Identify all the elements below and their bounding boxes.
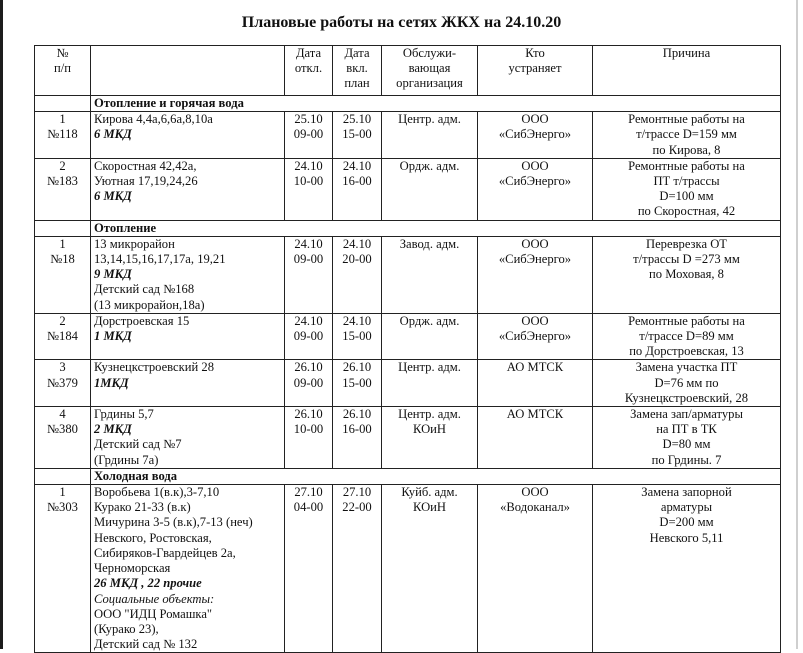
row-index: 1 [59,236,66,251]
reason-line: по Кирова, 8 [652,142,721,157]
address-cell [91,485,285,653]
reason-line: арматуры [660,500,713,515]
org-line: КОиН [412,422,446,437]
time: 22-00 [342,500,372,515]
row-index: 3 [59,360,66,375]
address-cell [91,112,285,159]
header-line: откл. [294,61,323,76]
fixer-cell [478,313,593,360]
reason-cell [593,407,781,469]
fixer-line: ООО [521,236,549,251]
reason-line: D=76 мм по [654,375,719,390]
fixer-line: «СибЭнерго» [498,127,572,142]
reason-cell [593,158,781,220]
date: 24.10 [294,313,323,328]
row-number [35,485,91,653]
page-title: Плановые работы на сетях ЖКХ на 24.10.20 [241,14,562,31]
row-number [35,112,91,159]
org-line: Центр. адм. [398,360,461,375]
row-number [35,313,91,360]
fixer-cell [478,407,593,469]
table-row [35,407,781,469]
reason-line: Переврезка ОТ [646,236,727,251]
address-line: Дорстроевская 15 [94,313,190,328]
reason-line: на ПТ в ТК [656,422,717,437]
header-line: Дата [295,46,322,60]
header-line: п/п [54,61,71,76]
off-date-cell [285,407,333,469]
reason-line: Ремонтные работы на [628,112,745,127]
address-line: Уютная 17,19,24,26 [94,174,198,189]
header-off-date [285,46,333,96]
header-fixer [478,46,593,96]
address-line: Скоростная 42,42а, [94,158,197,173]
section-row [35,220,781,236]
row-index: 2 [59,313,66,328]
row-index: 1 [59,485,66,500]
on-date-cell [333,360,382,407]
org-cell [382,236,478,313]
header-on-date [333,46,382,96]
address-cell [91,313,285,360]
section-row [35,468,781,484]
time: 15-00 [342,329,372,344]
header-line: вающая [408,61,451,76]
row-number [35,158,91,220]
address-cell [91,360,285,407]
row-index: 4 [59,407,66,422]
org-cell [382,360,478,407]
header-line: Кто [525,46,545,60]
time: 09-00 [293,329,324,344]
fixer-line: «СибЭнерго» [498,252,572,267]
extra-line: Детский сад № 132 [94,637,198,652]
reason-cell [593,360,781,407]
date: 26.10 [294,360,323,375]
off-date-cell [285,112,333,159]
reason-line: Кузнецкстроевский, 28 [624,390,749,405]
header-address [91,46,285,96]
address-cell [91,158,285,220]
address-line: Кузнецкстроевский 28 [94,360,214,375]
ticket-number: №303 [47,500,78,515]
fixer-cell [478,112,593,159]
header-line: план [344,76,370,91]
off-date-cell [285,236,333,313]
off-date-cell [285,360,333,407]
time: 09-00 [293,375,324,390]
time: 09-00 [293,252,324,267]
reason-line: т/трассе D=159 мм [636,127,737,142]
extra-line: (Курако 23), [94,621,159,636]
header-line: Обслужи- [402,46,457,60]
fixer-cell [478,158,593,220]
date: 24.10 [342,236,372,251]
reason-line: Замена запорной [641,485,732,500]
reason-cell [593,112,781,159]
address-line: Мичурина 3-5 (в.к),7-13 (неч) [94,515,253,530]
off-date-cell [285,313,333,360]
org-cell [382,158,478,220]
table-row [35,236,781,313]
reason-cell [593,313,781,360]
time: 10-00 [293,422,324,437]
header-line: Дата [344,46,370,60]
reason-line: т/трассе D=89 мм [639,329,734,344]
on-date-cell [333,112,382,159]
reason-line: по Грдины. 7 [651,452,722,467]
row-number [35,360,91,407]
date: 27.10 [342,485,372,500]
ticket-number: №380 [47,422,78,437]
reason-line: ПТ т/трассы [653,174,720,189]
extra-line: ООО "ИДЦ Ромашка" [94,606,213,621]
header-line: № [56,46,69,60]
reason-line: по Дорстроевская, 13 [629,344,744,359]
on-date-cell [333,236,382,313]
date: 24.10 [342,313,372,328]
time: 15-00 [342,127,372,142]
header-num [35,46,91,96]
fixer-cell [478,360,593,407]
reason-line: Замена участка ПТ [635,360,738,375]
address-line: Воробьева 1(в.к),3-7,10 [94,485,220,500]
date: 24.10 [294,158,323,173]
mkd-count: 26 МКД , 22 прочие [94,576,202,591]
ticket-number: №184 [47,329,78,344]
mkd-count: 1 МКД [94,329,132,344]
date: 26.10 [342,407,372,422]
org-cell [382,485,478,653]
table-row [35,313,781,360]
fixer-line: ООО [521,112,549,127]
row-number [35,236,91,313]
time: 04-00 [293,500,324,515]
date: 24.10 [342,158,372,173]
table-row [35,158,781,220]
org-line: Центр. адм. [398,407,461,422]
window-left-border [0,0,3,649]
mkd-count: 9 МКД [94,267,132,282]
date: 25.10 [294,112,323,127]
reason-line: по Моховая, 8 [649,267,724,282]
time: 09-00 [293,127,324,142]
org-line: Ордж. адм. [399,313,460,328]
date: 27.10 [294,485,323,500]
on-date-cell [333,313,382,360]
mkd-count: 6 МКД [94,189,132,204]
time: 15-00 [342,375,372,390]
row-index: 1 [59,112,66,127]
fixer-line: АО МТСК [506,360,564,375]
off-date-cell [285,158,333,220]
org-line: Завод. адм. [399,236,460,251]
reason-line: Невского 5,11 [649,530,724,545]
fixer-line: ООО [521,158,549,173]
section-title: Холодная вода [91,468,781,484]
date: 26.10 [294,407,323,422]
header-line: устраняет [508,61,562,76]
on-date-cell [333,485,382,653]
address-line: 13,14,15,16,17,17а, 19,21 [94,252,226,267]
on-date-cell [333,407,382,469]
header-reason: Причина [593,46,781,96]
org-cell [382,313,478,360]
ticket-number: №379 [47,375,78,390]
address-line: Невского, Ростовская, [94,530,212,545]
date: 24.10 [294,236,323,251]
section-title: Отопление [91,220,781,236]
org-cell [382,407,478,469]
org-line: Куйб. адм. [401,485,458,500]
mkd-count: 1МКД [94,375,129,390]
header-org [382,46,478,96]
reason-cell [593,236,781,313]
address-line: Кирова 4,4а,6,6а,8,10а [94,112,213,127]
time: 10-00 [293,174,324,189]
reason-line: D=100 мм [659,189,714,204]
date: 26.10 [342,360,372,375]
table-row [35,485,781,653]
fixer-line: ООО [521,485,549,500]
ticket-number: №183 [47,174,78,189]
table-row [35,112,781,159]
section-title: Отопление и горячая вода [91,96,781,112]
row-number [35,407,91,469]
fixer-line: «СибЭнерго» [498,174,572,189]
fixer-line: ООО [521,313,549,328]
date: 25.10 [342,112,372,127]
fixer-cell [478,236,593,313]
off-date-cell [285,485,333,653]
reason-line: по Скоростная, 42 [637,204,736,219]
address-line: Грдины 5,7 [94,407,154,422]
address-line: Курако 21-33 (в.к) [94,500,191,515]
reason-line: Ремонтные работы на [628,313,745,328]
ticket-number: №18 [50,252,75,267]
org-line: Центр. адм. [398,112,461,127]
section-row [35,96,781,112]
fixer-line: «Водоканал» [500,500,570,515]
header-line: организация [396,76,463,91]
window-right-border [796,0,798,649]
reason-line: Замена зап/арматуры [630,407,743,422]
time: 16-00 [342,174,372,189]
org-line: Ордж. адм. [399,158,460,173]
reason-line: т/трассы D =273 мм [633,252,740,267]
on-date-cell [333,158,382,220]
reason-line: Ремонтные работы на [628,158,745,173]
org-cell [382,112,478,159]
extra-line: (Грдины 7а) [94,452,159,467]
time: 20-00 [342,252,372,267]
reason-line: D=200 мм [659,515,714,530]
address-cell [91,407,285,469]
row-index: 2 [59,158,66,173]
org-line: КОиН [412,500,446,515]
address-line: 13 микрорайон [94,236,175,251]
table-header-row [35,46,781,96]
reason-cell [593,485,781,653]
reason-line: D=80 мм [662,437,711,452]
address-cell [91,236,285,313]
time: 16-00 [342,422,372,437]
fixer-line: «СибЭнерго» [498,329,572,344]
extra-line: Детский сад №168 [94,282,195,297]
social-objects-label: Социальные объекты: [94,591,215,606]
fixer-line: АО МТСК [506,407,564,422]
extra-line: (13 микрорайон,18а) [94,297,205,312]
table-row [35,360,781,407]
ticket-number: №118 [47,127,78,142]
extra-line: Детский сад №7 [94,437,182,452]
address-line: Сибиряков-Гвардейцев 2а, [94,545,236,560]
mkd-count: 6 МКД [94,127,132,142]
works-table [34,45,781,653]
header-line: вкл. [346,61,368,76]
mkd-count: 2 МКД [94,422,132,437]
address-line: Черноморская [94,561,171,576]
fixer-cell [478,485,593,653]
